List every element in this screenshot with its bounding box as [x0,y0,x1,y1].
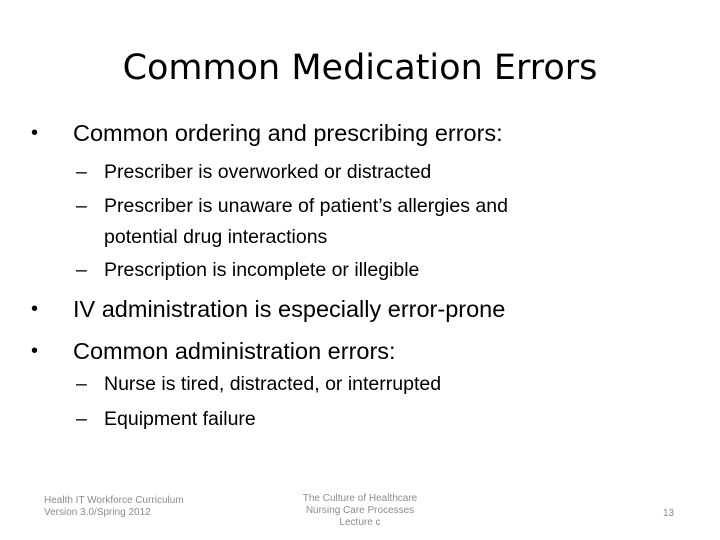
bullet-text: Common ordering and prescribing errors: [73,120,503,146]
dash-icon: – [76,373,87,395]
sub-bullet-text: potential drug interactions [104,226,328,248]
dash-icon: – [76,161,87,183]
bullet-icon: • [31,122,39,144]
sub-bullet-text: Prescription is incomplete or illegible [104,259,420,281]
sub-bullet-text: Nurse is tired, distracted, or interrupted [104,373,442,395]
sub-bullet-text: Prescriber is unaware of patient’s allergies and [104,195,508,217]
dash-icon: – [76,408,87,430]
footer-center-line: The Culture of Healthcare [302,493,418,504]
bullet-text: IV administration is especially error-prone [73,296,506,322]
footer-left-line: Version 3.0/Spring 2012 [44,507,151,518]
footer-center-line: Lecture c [339,517,381,528]
dash-icon: – [76,259,87,281]
slide-title: Common Medication Errors [122,48,598,88]
sub-bullet-text: Equipment failure [104,408,256,430]
page-number: 13 [663,508,675,519]
bullet-icon: • [31,340,39,362]
footer-center-line: Nursing Care Processes [305,505,415,516]
dash-icon: – [76,195,87,217]
footer-left-line: Health IT Workforce Curriculum [44,495,184,506]
sub-bullet-text: Prescriber is overworked or distracted [104,161,432,183]
bullet-icon: • [31,298,39,320]
bullet-text: Common administration errors: [73,338,396,364]
footer-curriculum [44,495,184,519]
footer-course-info [260,493,460,529]
